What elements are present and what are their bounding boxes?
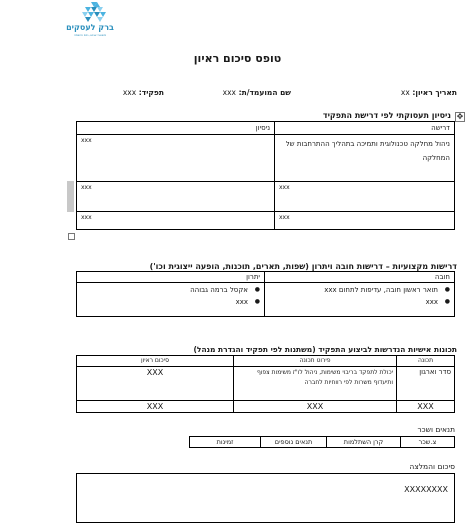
requirement-cell[interactable]: ניהול מחלקה טכנולוגית ותמיכה בתהליך ההתרחבות של המחלקה	[275, 135, 455, 182]
summary-box[interactable]	[76, 473, 455, 523]
header-advantage: יתרון	[77, 272, 265, 283]
requirements-table	[76, 271, 455, 317]
requirement-cell[interactable]: xxx	[275, 182, 455, 212]
summary-cell[interactable]: XXX	[77, 401, 234, 413]
salary-cell[interactable]: צ.שכר	[401, 437, 455, 448]
trait-detail-cell[interactable]: יכולת לתפקד בריבוי משימות, ניהול לו"ז משימות צפוף ותיעדוף משרות לפי רווחיות לחברה	[234, 367, 397, 401]
date-value: xx	[400, 88, 410, 97]
role-label: תפקיד:	[138, 88, 164, 97]
interview-date	[401, 88, 457, 97]
experience-cell[interactable]: xxx	[77, 182, 275, 212]
section2-title: דרישות מקצועיות – דרישות חובה ויתרון (שפות, תארים, תוכנות, הופעה ייצוגית וכו')	[149, 262, 457, 271]
candidate-value: xxx	[222, 88, 236, 97]
header-requirement: דרישה	[275, 122, 455, 135]
candidate-name	[223, 88, 291, 97]
role	[123, 88, 164, 97]
experience-cell[interactable]: xxx	[77, 212, 275, 230]
experience-cell[interactable]: xxx	[77, 135, 275, 182]
selection-marker	[67, 181, 74, 212]
extra-terms-cell[interactable]: תנאים נוספים	[261, 437, 327, 448]
trait-cell[interactable]: XXX	[397, 401, 455, 413]
salary-title: תנאים ושכר	[417, 425, 455, 434]
date-label: תאריך ראיון:	[412, 88, 457, 97]
list-item: ● xxx	[269, 296, 450, 308]
summary-text: XXXXXXXX	[404, 485, 448, 494]
header-trait: תכונה	[397, 356, 455, 367]
list-item: ● xxx	[81, 296, 260, 308]
logo-name: ברק לעסקים	[66, 23, 114, 32]
header-must: חובה	[265, 272, 455, 283]
header-interview-summary: סיכום ראיון	[77, 356, 234, 367]
must-cell[interactable]	[265, 283, 455, 317]
role-value: xxx	[122, 88, 137, 97]
table-move-handle-icon[interactable]: ✥	[456, 112, 464, 121]
traits-table	[76, 355, 455, 413]
training-fund-cell[interactable]: קרן השתלמות	[327, 437, 401, 448]
trait-detail-cell[interactable]: XXX	[234, 401, 397, 413]
header-experience: ניסיון	[77, 122, 275, 135]
table-row	[77, 367, 455, 401]
table-resize-handle[interactable]	[68, 233, 75, 240]
table-row	[77, 212, 455, 230]
summary-cell[interactable]: XXX	[77, 367, 234, 401]
list-item: ● תואר ראשון חובה, עדיפות לתחום xxx	[269, 284, 450, 296]
candidate-label: שם המועמד/ת:	[238, 88, 291, 97]
table-row	[77, 182, 455, 212]
availability-cell[interactable]: זמינות	[190, 437, 261, 448]
page-title: טופס סיכום ראיון	[193, 52, 282, 65]
requirement-cell[interactable]: xxx	[275, 212, 455, 230]
logo-tagline: משאבי אנוש, גיוס והשמה	[73, 33, 107, 37]
section3-title: תכונות אישיות הנדרשות לביצוע התפקיד (משתנות לפי תפקיד והגדרת מנהל)	[193, 345, 457, 354]
table-row	[77, 135, 455, 182]
table-row	[77, 401, 455, 413]
trait-cell[interactable]: סדר וארגון	[397, 367, 455, 401]
advantage-cell[interactable]	[77, 283, 265, 317]
header-trait-detail: פירוט תכונה	[234, 356, 397, 367]
section1-title: ניסיון תעסוקתי לפי דרישת התפקיד	[322, 111, 451, 120]
list-item: ● אקסל ברמה גבוהה	[81, 284, 260, 296]
summary-title: סיכום והמלצה	[409, 462, 455, 471]
experience-table	[76, 121, 455, 230]
salary-table	[189, 436, 455, 448]
